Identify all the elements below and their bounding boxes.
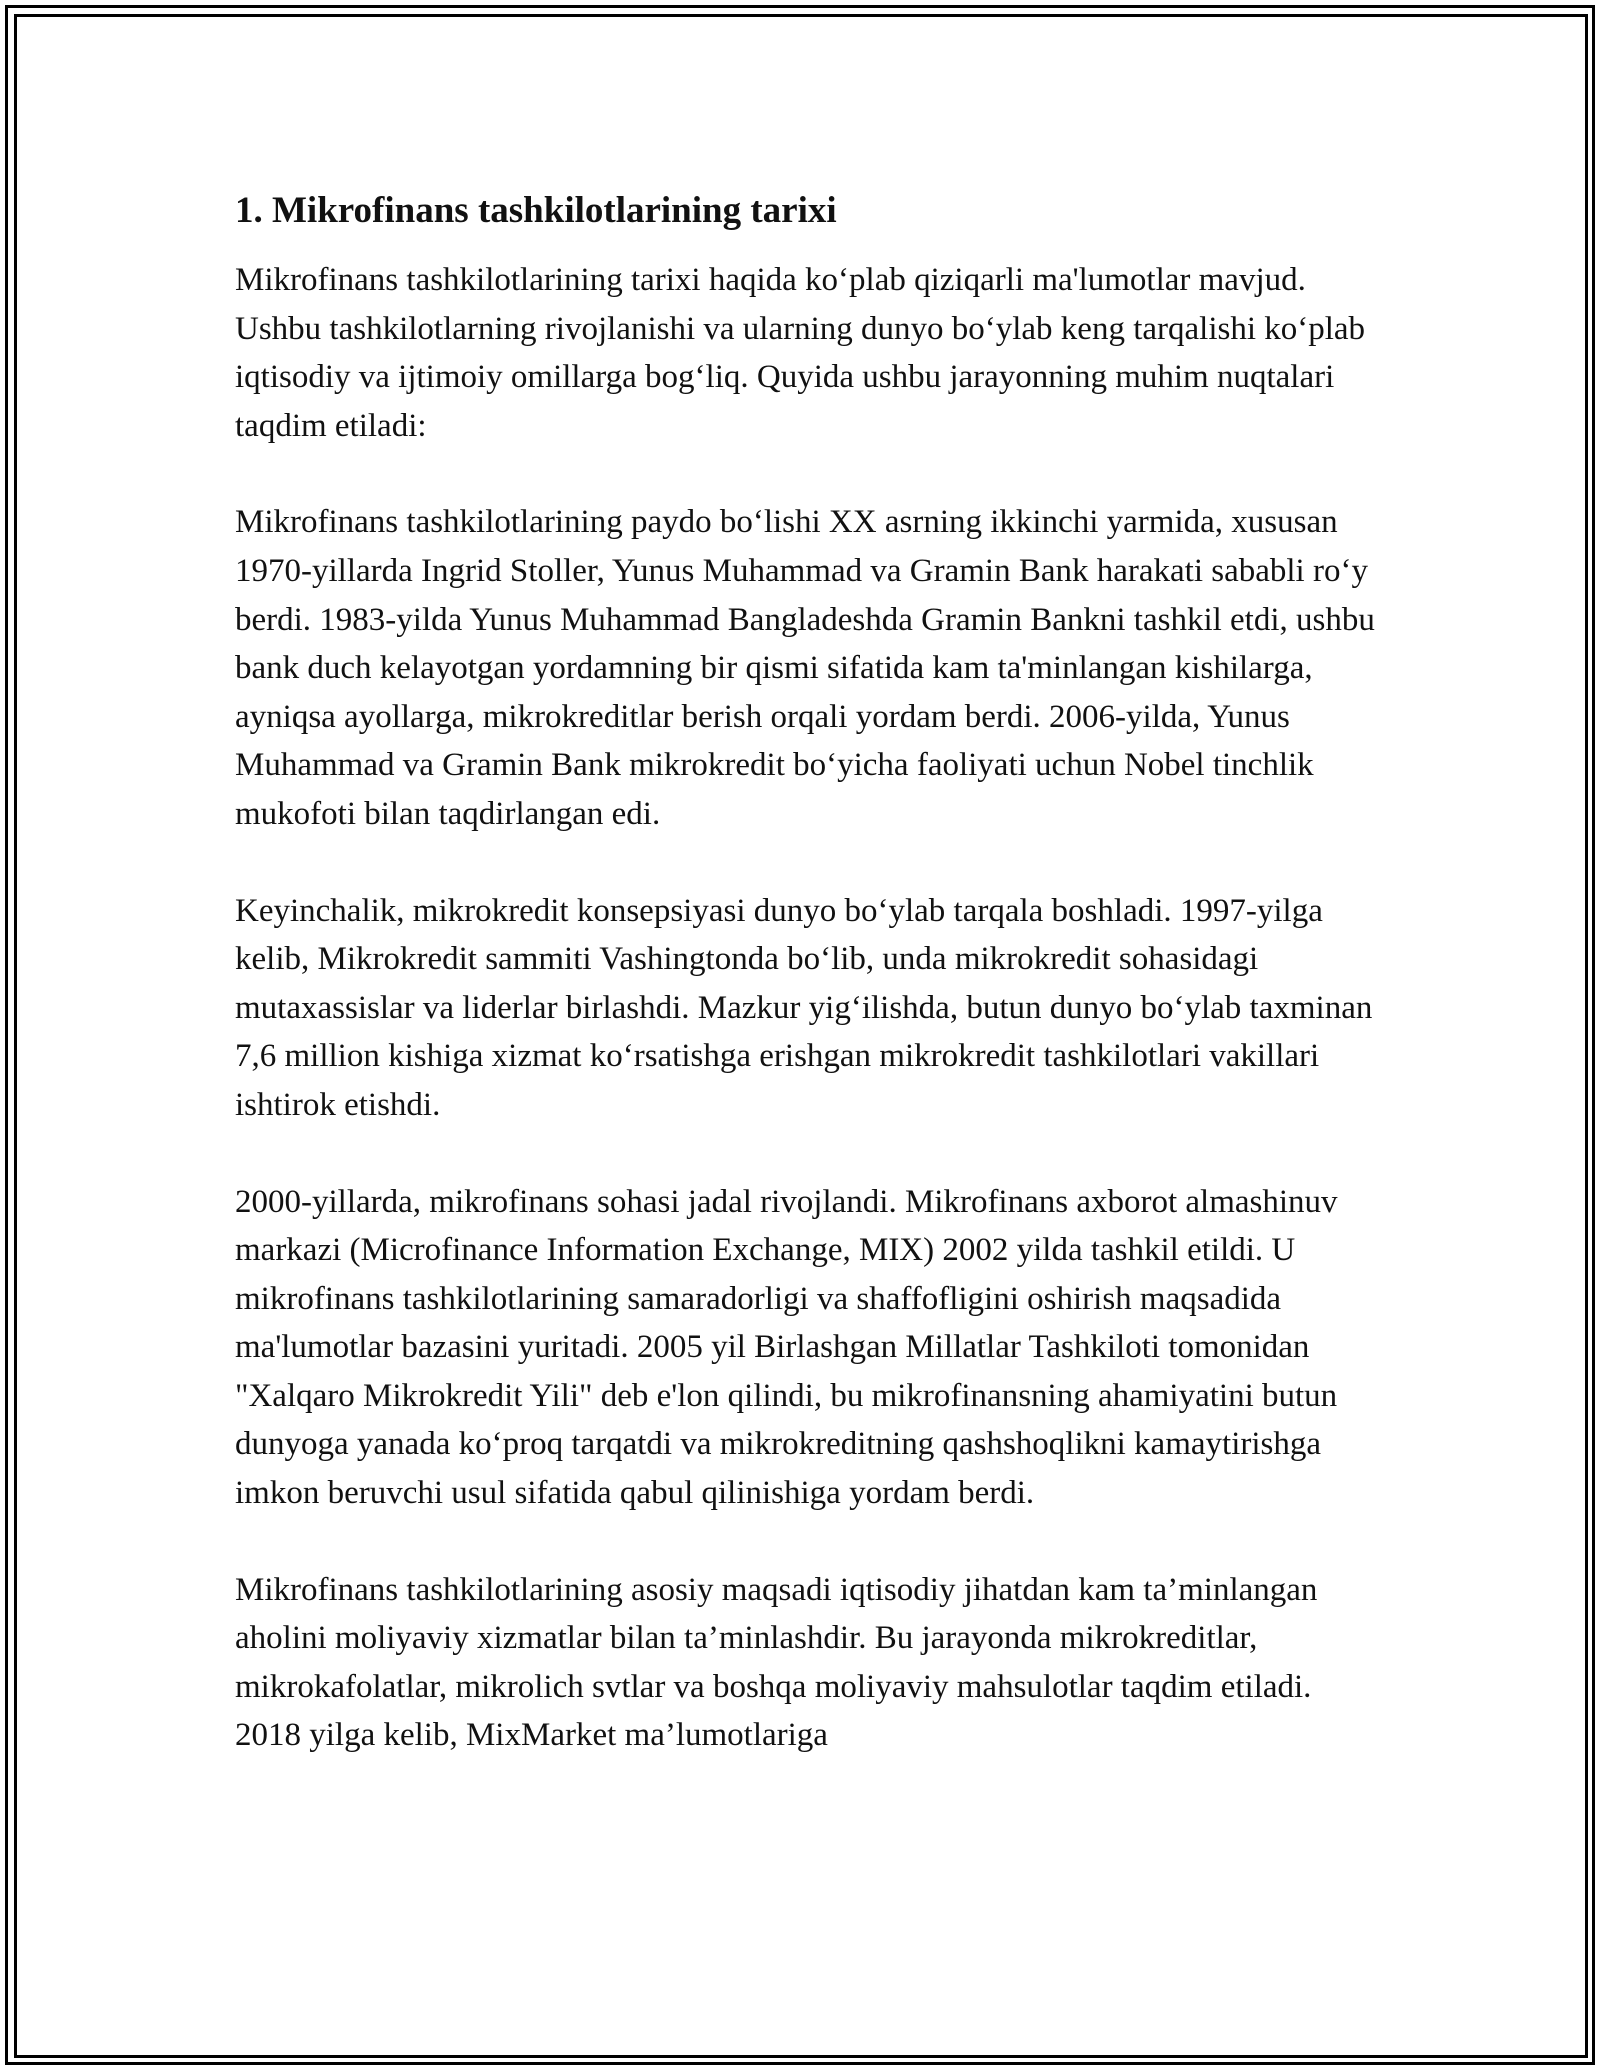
paragraph-origins: Mikrofinans tashkilotlarining paydo bo‘lishi XX asrning ikkinchi yarmida, xususan 1970-yillarda Ingrid Stoller, Yunus Muhammad va Gramin Bank harakati sababli ro‘y berdi. 1983-yilda Yunus Muhammad Bangladeshda Gramin Bankni tashkil etdi, ushbu bank duch kelayotgan yordamning bir qismi sifatida kam ta'minlangan kishilarga, ayniqsa ayollarga, mikrokreditlar berish orqali yordam berdi. 2006-yilda, Yunus Muhammad va Gramin Bank mikrokredit bo‘yicha faoliyati uchun Nobel tinchlik mukofoti bilan taqdirlangan edi. — [235, 504, 1375, 832]
paragraph-2000s: 2000-yillarda, mikrofinans sohasi jadal rivojlandi. Mikrofinans axborot almashinuv markazi (Microfinance Information Exchange, MIX) 2002 yilda tashkil etildi. U mikrofinans tashkilotlarining samaradorligi va shaffofligini oshirish maqsadida ma'lumotlar bazasini yuritadi. 2005 yil Birlashgan Millatlar Tashkiloti tomonidan "Xalqaro Mikrokredit Yili" deb e'lon qilindi, bu mikrofinansning ahamiyatini butun dunyoga yanada ko‘proq tarqatdi va mikrokreditning qashshoqlikni kamaytirishga imkon beruvchi usul sifatida qabul qilinishiga yordam berdi. — [235, 1183, 1338, 1512]
document-body — [235, 186, 1375, 1808]
paragraph-spread: Keyinchalik, mikrokredit konsepsiyasi dunyo bo‘ylab tarqala boshladi. 1997-yilga kelib, Mikrokredit sammiti Vashingtonda bo‘lib, unda mikrokredit sohasidagi mutaxassislar va liderlar birlashdi. Mazkur yig‘ilishda, butun dunyo bo‘ylab taxminan 7,6 million kishiga xizmat ko‘rsatishga erishgan mikrokredit tashkilotlari vakillari ishtirok etishdi. — [235, 892, 1373, 1123]
paragraph-intro: Mikrofinans tashkilotlarining tarixi haqida ko‘plab qiziqarli ma'lumotlar mavjud. Ushbu tashkilotlarning rivojlanishi va ularning dunyo bo‘ylab keng tarqalishi ko‘plab iqtisodiy va ijtimoiy omillarga bog‘liq. Quyida ushbu jarayonning muhim nuqtalari taqdim etiladi: — [235, 262, 1366, 444]
paragraph-goal: Mikrofinans tashkilotlarining asosiy maqsadi iqtisodiy jihatdan kam ta’minlangan aholini moliyaviy xizmatlar bilan ta’minlashdir. Bu jarayonda mikrokreditlar, mikrokafolatlar, mikrolich svtlar va boshqa moliyaviy mahsulotlar taqdim etiladi. 2018 yilga kelib, MixMarket ma’lumotlariga — [235, 1571, 1318, 1754]
section-heading: 1. Mikrofinans tashkilotlarining tarixi — [235, 190, 837, 231]
